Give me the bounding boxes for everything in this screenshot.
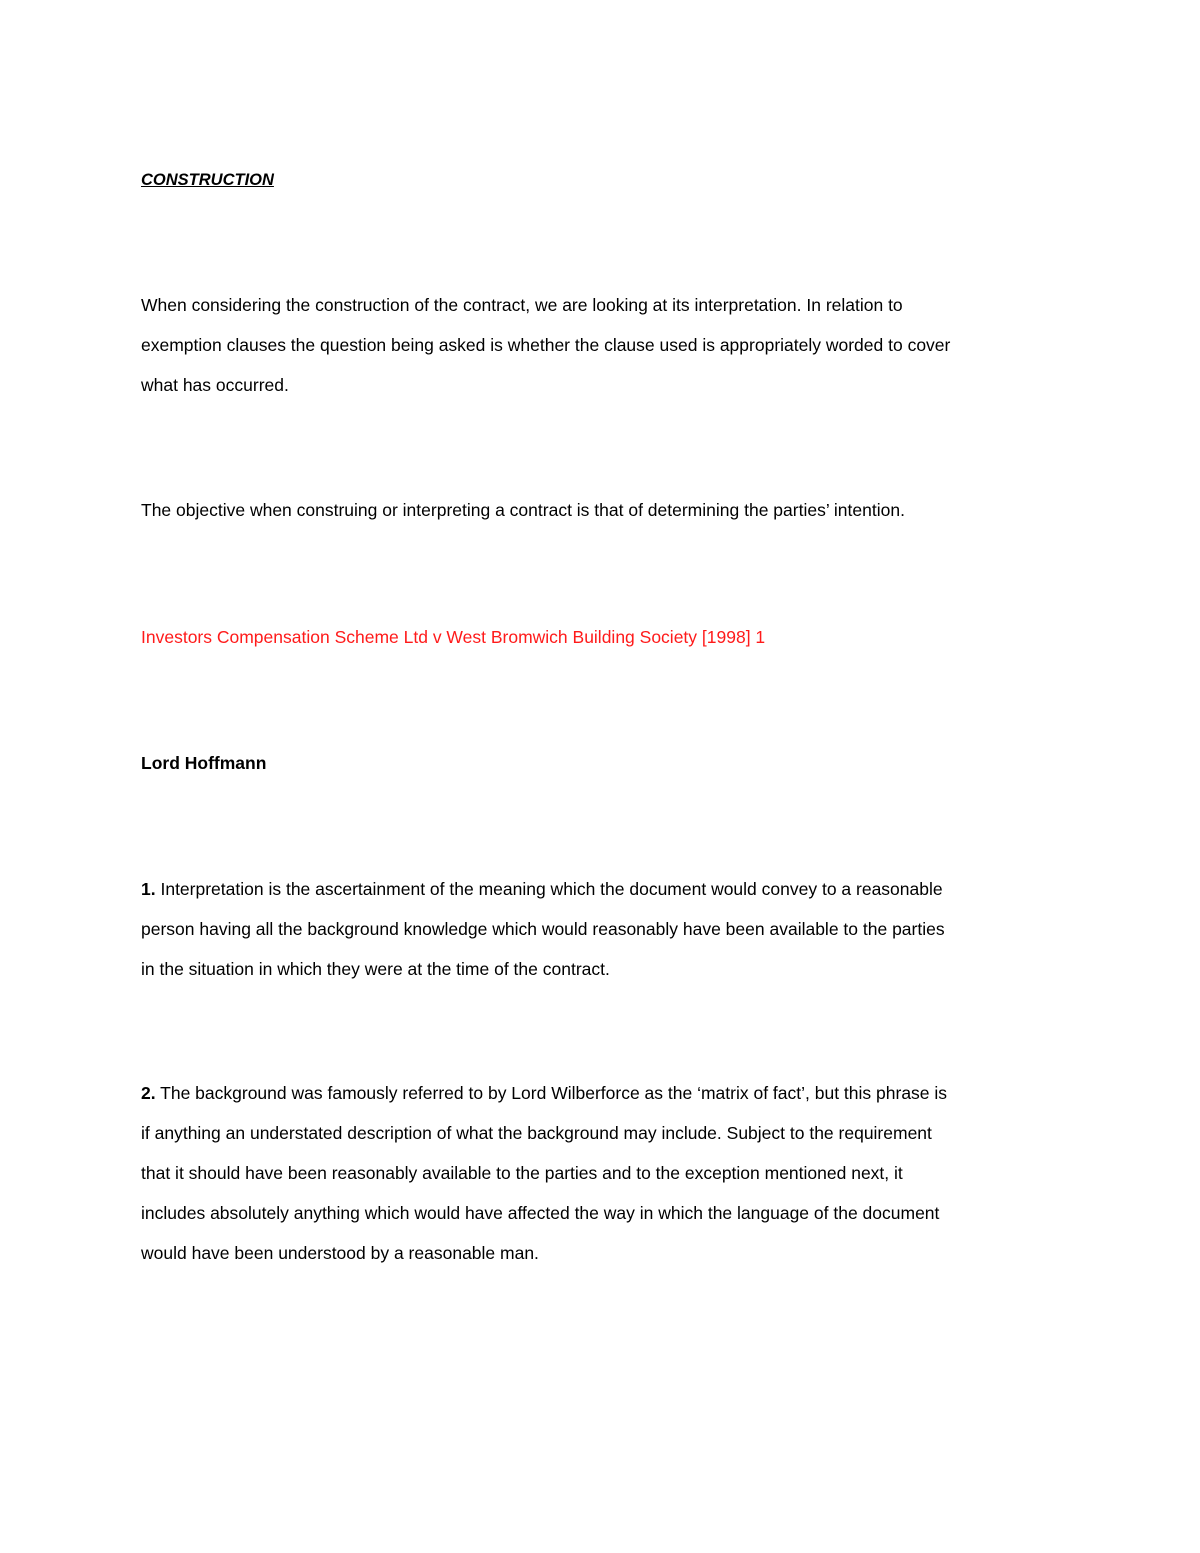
document-heading: CONSTRUCTION bbox=[141, 171, 274, 189]
point-number: 2. bbox=[141, 1083, 156, 1103]
paragraph-line: in the situation in which they were at the time of the contract. bbox=[141, 959, 610, 979]
point-2 bbox=[141, 1073, 1061, 1273]
paragraph-line: that it should have been reasonably available to the parties and to the exception mentioned next, it bbox=[141, 1163, 903, 1183]
paragraph-construction-intro bbox=[141, 285, 1061, 405]
point-number: 1. bbox=[141, 879, 156, 899]
case-citation: Investors Compensation Scheme Ltd v West Bromwich Building Society [1998] 1 bbox=[141, 627, 766, 647]
point-text: The background was famously referred to by Lord Wilberforce as the ‘matrix of fact’, but this phrase is bbox=[155, 1083, 948, 1103]
paragraph-line: would have been understood by a reasonable man. bbox=[141, 1243, 539, 1263]
paragraph-line: if anything an understated description of what the background may include. Subject to the requirement bbox=[141, 1123, 932, 1143]
point-text: Interpretation is the ascertainment of the meaning which the document would convey to a reasonable bbox=[155, 879, 943, 899]
paragraph-line: When considering the construction of the contract, we are looking at its interpretation. In relation to bbox=[141, 295, 903, 315]
paragraph-objective: The objective when construing or interpreting a contract is that of determining the parties’ intention. bbox=[141, 500, 905, 520]
paragraph-line: exemption clauses the question being asked is whether the clause used is appropriately worded to cover bbox=[141, 335, 951, 355]
judge-name: Lord Hoffmann bbox=[141, 753, 267, 773]
point-1 bbox=[141, 869, 1061, 989]
paragraph-line bbox=[141, 1073, 1061, 1113]
paragraph-line: includes absolutely anything which would have affected the way in which the language of the document bbox=[141, 1203, 940, 1223]
paragraph-line: what has occurred. bbox=[141, 375, 289, 395]
paragraph-line: person having all the background knowledge which would reasonably have been available to the parties bbox=[141, 919, 945, 939]
paragraph-line bbox=[141, 869, 1061, 909]
